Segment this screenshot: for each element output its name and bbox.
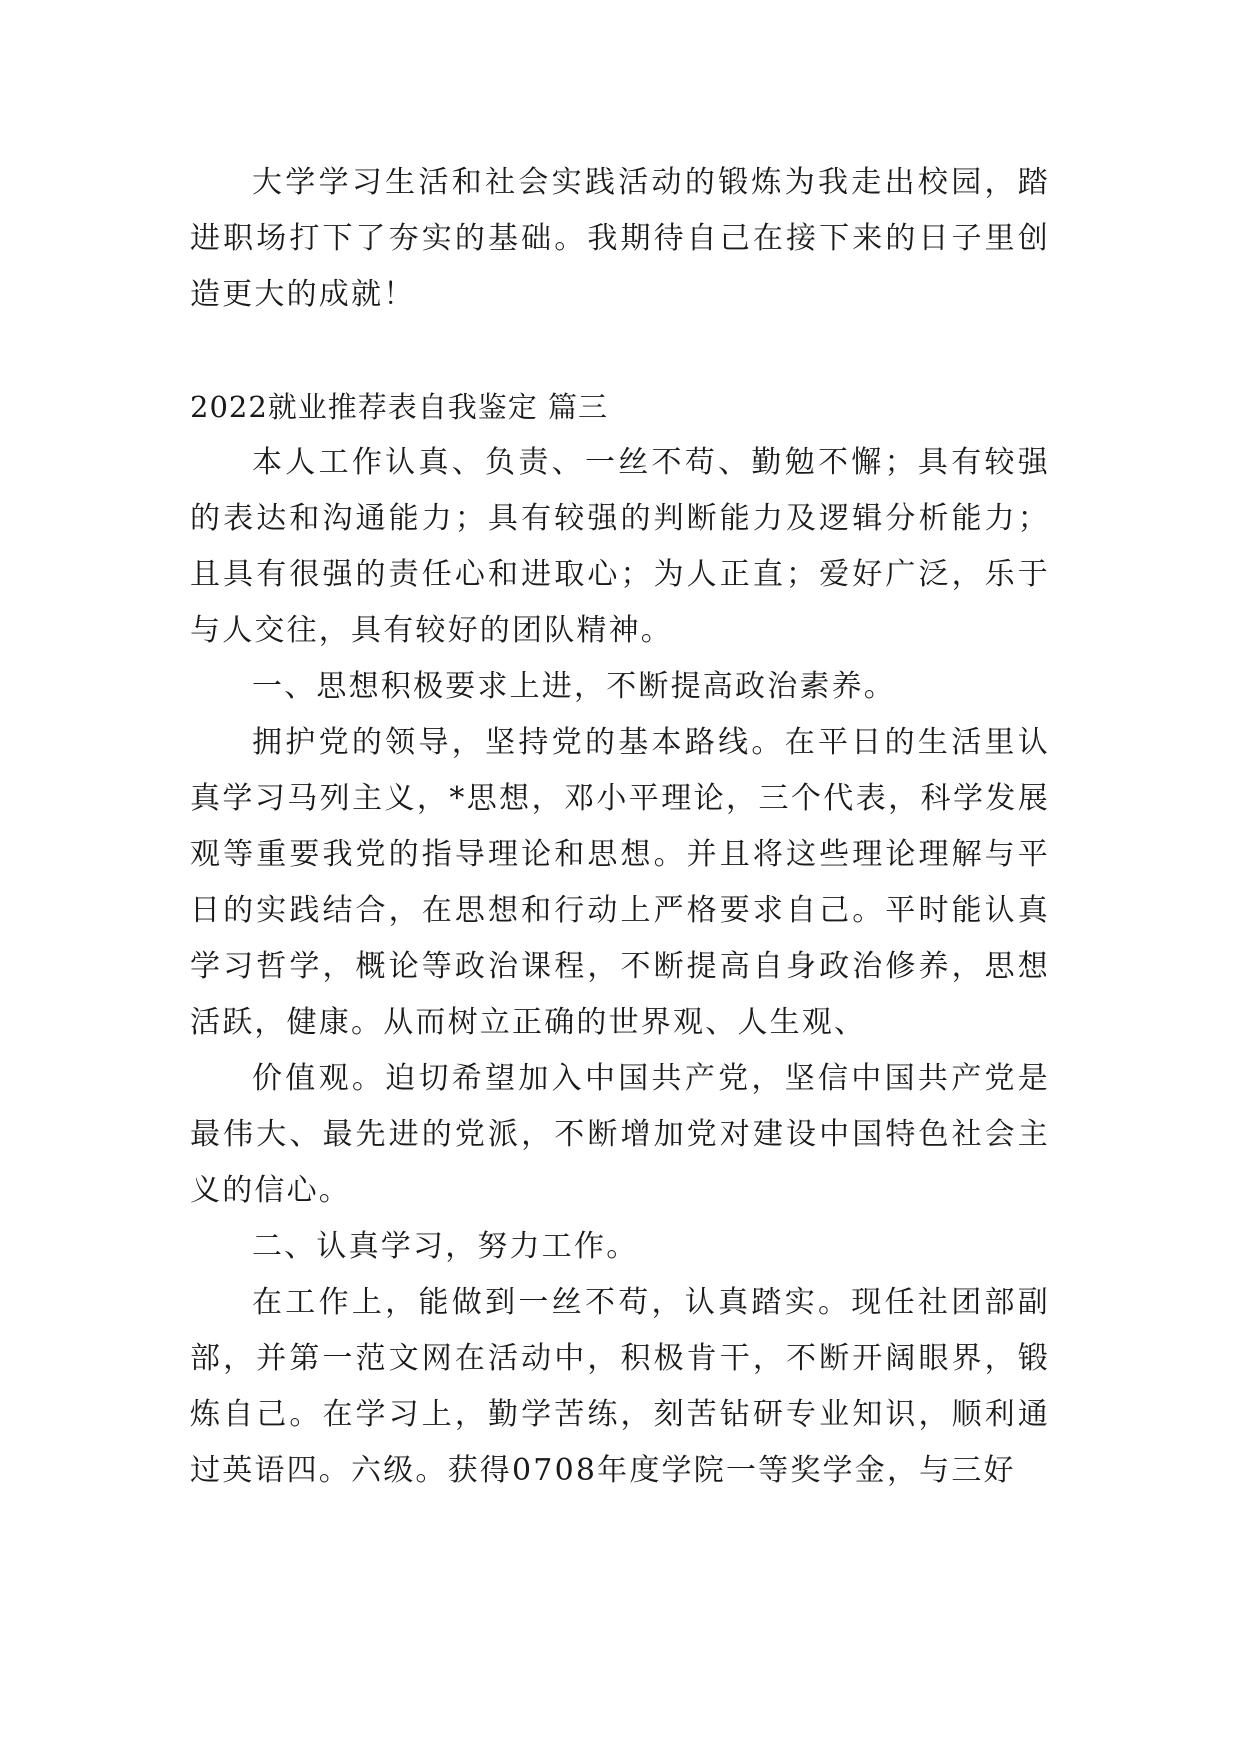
paragraph-values: 价值观。迫切希望加入中国共产党，坚信中国共产党是最伟大、最先进的党派，不断增加党对建设中国特色社会主义的信心。: [190, 1061, 1050, 1208]
paragraph-work-study: 在工作上，能做到一丝不苟，认真踏实。现任社团部副部，并第一范文网在活动中，积极肯干，不断开阔眼界，锻炼自己。在学习上，勤学苦练，刻苦钻研专业知识，顺利通过英语四。六级。获得0708年度学院一等奖学金，与三好: [190, 1285, 1050, 1488]
paragraph-heading-two: 二、认真学习，努力工作。: [252, 1229, 639, 1264]
paragraph-ideology: 拥护党的领导，坚持党的基本路线。在平日的生活里认真学习马列主义，*思想，邓小平理论，三个代表，科学发展观等重要我党的指导理论和思想。并且将这些理论理解与平日的实践结合，在思想和行动上严格要求自己。平时能认真学习哲学，概论等政治课程，不断提高自身政治修养，思想活跃，健康。从而树立正确的世界观、人生观、: [190, 725, 1050, 1040]
document-body: [190, 155, 1050, 1499]
paragraph-intro: 大学学习生活和社会实践活动的锻炼为我走出校园，踏进职场打下了夯实的基础。我期待自己在接下来的日子里创造更大的成就！: [190, 165, 1050, 312]
paragraph-self-assessment: 本人工作认真、负责、一丝不苟、勤勉不懈；具有较强的表达和沟通能力；具有较强的判断能力及逻辑分析能力；且具有很强的责任心和进取心；为人正直；爱好广泛，乐于与人交往，具有较好的团队精神。: [190, 445, 1050, 648]
paragraph-heading-one: 一、思想积极要求上进，不断提高政治素养。: [252, 669, 896, 704]
section-title: 2022就业推荐表自我鉴定 篇三: [190, 390, 609, 424]
